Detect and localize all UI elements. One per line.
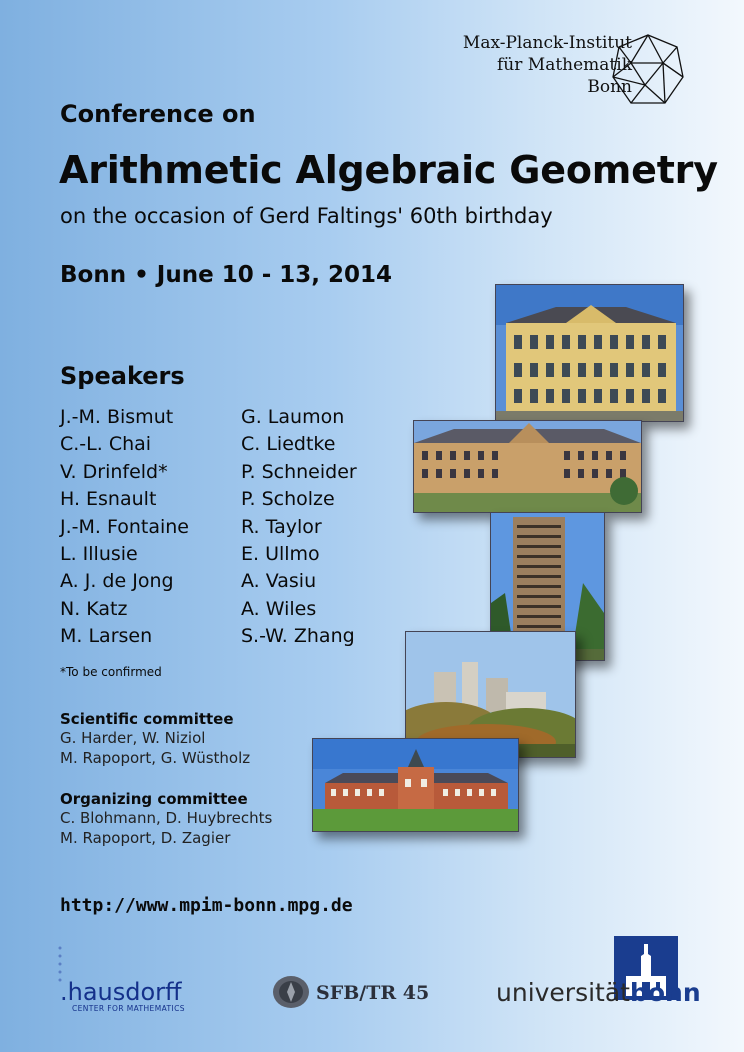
speakers-column-right — [241, 404, 357, 651]
polyhedron-logo-icon — [611, 33, 685, 107]
date-location: Bonn • June 10 - 13, 2014 — [60, 262, 393, 288]
university-wordmark — [496, 978, 701, 1007]
speaker: M. Larsen — [60, 625, 153, 648]
speaker: P. Schneider — [241, 460, 357, 483]
committee-line: C. Blohmann, D. Huybrechts — [60, 809, 273, 827]
speaker: E. Ullmo — [241, 543, 320, 566]
speaker: A. Wiles — [241, 597, 317, 620]
speaker: H. Esnault — [60, 488, 157, 511]
conference-title: Arithmetic Algebraic Geometry — [59, 148, 718, 192]
organizing-committee-heading: Organizing committee — [60, 790, 248, 808]
hausdorff-logo — [60, 980, 185, 1013]
website-link[interactable]: http://www.mpim-bonn.mpg.de — [60, 895, 353, 916]
scientific-committee — [60, 710, 250, 768]
photo-yellow-palace — [495, 284, 684, 422]
institute-line-1: Max-Planck-Institut — [462, 33, 632, 53]
speaker: G. Laumon — [241, 406, 345, 428]
speaker: S.-W. Zhang — [241, 625, 355, 648]
committee-line: M. Rapoport, D. Zagier — [60, 829, 231, 847]
speakers-column-left — [60, 404, 189, 651]
institute-name — [463, 32, 632, 98]
scientific-committee-heading: Scientific committee — [60, 710, 234, 728]
institute-line-3: Bonn — [587, 77, 632, 97]
speaker: J.-M. Bismut — [60, 406, 174, 428]
speakers-heading: Speakers — [60, 362, 185, 390]
hausdorff-subtitle: CENTER FOR MATHEMATICS — [72, 1004, 185, 1013]
footnote: *To be confirmed — [60, 665, 162, 679]
sfb-logo-text: SFB/TR 45 — [316, 982, 430, 1004]
committee-line: G. Harder, W. Niziol — [60, 729, 206, 747]
speaker: A. J. de Jong — [60, 570, 174, 593]
conference-on-label: Conference on — [60, 100, 256, 128]
organizing-committee — [60, 790, 272, 848]
committee-line: M. Rapoport, G. Wüstholz — [60, 749, 251, 767]
speaker: N. Katz — [60, 597, 128, 620]
conference-subtitle: on the occasion of Gerd Faltings' 60th birthday — [60, 204, 553, 228]
hausdorff-wordmark: .hausdorff — [60, 978, 182, 1006]
speaker: A. Vasiu — [241, 570, 317, 593]
speaker: C. Liedtke — [241, 433, 336, 456]
speaker: R. Taylor — [241, 515, 322, 538]
university-wordmark-a: universität — [496, 978, 630, 1007]
institute-line-2: für Mathematik — [497, 55, 632, 75]
speaker: V. Drinfeld* — [60, 460, 168, 483]
university-wordmark-b: bonn — [629, 978, 701, 1007]
speaker: P. Scholze — [241, 488, 335, 511]
photo-brick-building — [413, 420, 642, 513]
speaker: J.-M. Fontaine — [60, 515, 189, 538]
photo-castle — [312, 738, 519, 832]
speaker: L. Illusie — [60, 543, 138, 566]
speaker: C.-L. Chai — [60, 433, 152, 456]
sfb-emblem-icon — [271, 974, 311, 1010]
